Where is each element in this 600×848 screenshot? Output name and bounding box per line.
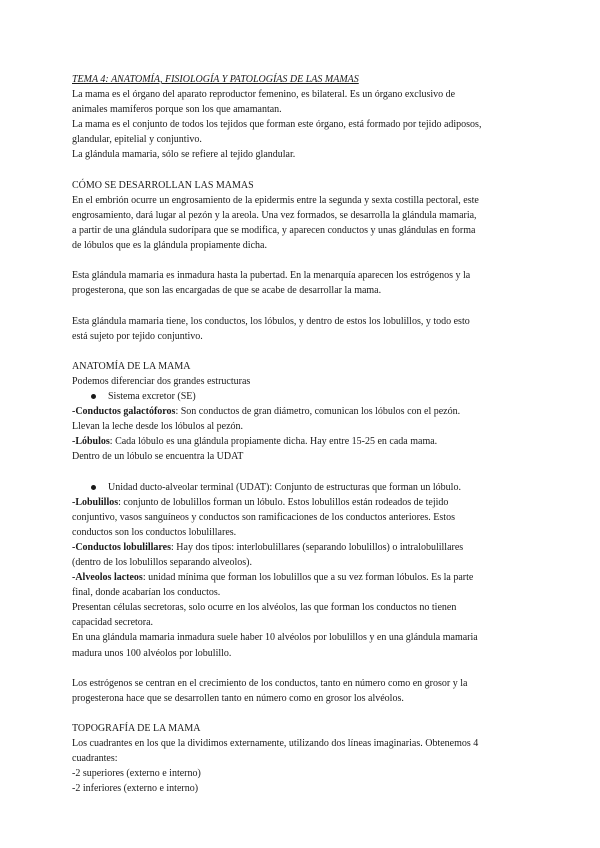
paragraph-line: La glándula mamaria, sólo se refiere al tejido glandular. [72, 149, 296, 161]
spacer [72, 253, 532, 268]
paragraph-line: -2 superiores (externo e interno) [72, 768, 201, 780]
definition-text: : conjunto de lobulillos forman un lóbulo. Estos lobulillos están rodeados de tejido [118, 496, 449, 508]
list-item-text: Unidad ducto-alveolar terminal (UDAT): Conjunto de estructuras que forman un lóbulo. [108, 481, 461, 493]
paragraph-line: Llevan la leche desde los lóbulos al pezón. [72, 421, 244, 433]
bullet-icon [91, 394, 96, 399]
section-heading: TOPOGRAFÍA DE LA MAMA [72, 723, 201, 735]
definition-line [72, 495, 532, 510]
bullet-icon [91, 485, 96, 490]
term: -Conductos galactóforos [72, 406, 176, 418]
definition-text: : Cada lóbulo es una glándula propiamente dicha. Hay entre 15-25 en cada mama. [109, 436, 438, 448]
paragraph-line: En el embrión ocurre un engrosamiento de la epidermis entre la segunda y sexta costilla pectoral, este [72, 194, 479, 206]
paragraph-line: Dentro de un lóbulo se encuentra la UDAT [72, 451, 244, 463]
paragraph-line: La mama es el conjunto de todos los tejidos que forman este órgano, está formado por tejido adiposos, [72, 119, 482, 131]
spacer [72, 298, 532, 313]
section-heading: ANATOMÍA DE LA MAMA [72, 360, 191, 372]
paragraph-line: madura unos 100 alvéolos por lobulillo. [72, 647, 232, 659]
paragraph-line: capacidad secretora. [72, 617, 154, 629]
paragraph-line: Los cuadrantes en los que la dividimos externamente, utilizando dos líneas imaginarias. Obtenemos 4 [72, 738, 479, 750]
term: -Alveolos lacteos [72, 572, 143, 584]
list-item [72, 480, 532, 495]
paragraph-line: Presentan células secretoras, solo ocurre en los alvéolos, las que forman los conductos no tienen [72, 602, 457, 614]
paragraph-line: de lóbulos que es la glándula propiamente dicha. [72, 240, 267, 252]
paragraph-line: Los estrógenos se centran en el crecimiento de los conductos, tanto en número como en grosor y la [72, 677, 468, 689]
term: -Lóbulos [72, 436, 110, 448]
definition-line [72, 540, 532, 555]
paragraph-line: cuadrantes: [72, 753, 118, 765]
paragraph-line: En una glándula mamaria inmadura suele haber 10 alvéolos por lobulillos y en una glándula mamaria [72, 632, 478, 644]
paragraph-line: final, donde acabarían los conductos. [72, 587, 221, 599]
page-title: TEMA 4: ANATOMÍA, FISIOLOGÍA Y PATOLOGÍAS DE LAS MAMAS [72, 74, 359, 85]
paragraph-line: (dentro de los lobulillos separando alveolos). [72, 557, 252, 568]
paragraph-line: conductos son los conductos lobulillares. [72, 526, 237, 538]
spacer [72, 163, 532, 178]
spacer [72, 464, 532, 479]
paragraph-line: glandular, epitelial y conjuntivo. [72, 134, 202, 146]
term: -Conductos lobulillares [72, 541, 171, 553]
paragraph-line: engrosamiento, dará lugar al pezón y la areola. Una vez formados, se desarrolla la glándula mamaria, [72, 209, 477, 221]
spacer [72, 661, 532, 676]
definition-line [72, 434, 532, 449]
paragraph-line: Esta glándula mamaria es inmadura hasta la pubertad. En la menarquía aparecen los estrógenos y la [72, 270, 471, 282]
list-item [72, 389, 532, 404]
section-heading: CÓMO SE DESARROLLAN LAS MAMAS [72, 179, 254, 191]
paragraph-line: progesterona hace que se desarrollen tanto en número como en grosor los alvéolos. [72, 692, 404, 704]
definition-line [72, 570, 532, 585]
term: -Lobulillos [72, 496, 119, 508]
list-item-text: Sistema excretor (SE) [108, 390, 196, 402]
spacer [72, 344, 532, 359]
paragraph-line: -2 inferiores (externo e interno) [72, 783, 199, 795]
paragraph-line: a partir de una glándula sudorípara que se modifica, y aparecen conductos y unas glándulas en forma [72, 224, 476, 236]
definition-line [72, 404, 532, 419]
paragraph-line: está sujeto por tejido conjuntivo. [72, 330, 203, 342]
document-page [72, 72, 532, 797]
paragraph-line: animales mamíferos porque son los que amamantan. [72, 104, 282, 116]
definition-text: : Son conductos de gran diámetro, comunican los lóbulos con el pezón. [175, 406, 461, 418]
paragraph-line: Podemos diferenciar dos grandes estructuras [72, 375, 251, 387]
definition-text: : Hay dos tipos: interlobulillares (separando lobulillos) o intralobulillares [171, 541, 464, 553]
paragraph-line: Esta glándula mamaria tiene, los conductos, los lóbulos, y dentro de estos los lobulillos, y todo esto [72, 315, 470, 327]
paragraph-line: conjuntivo, vasos sanguíneos y conductos son ramificaciones de los conductos anteriores. Estos [72, 511, 455, 523]
spacer [72, 706, 532, 721]
definition-text: : unidad mínima que forman los lobulillos que a su vez forman lóbulos. Es la parte [142, 572, 474, 584]
paragraph-line: progesterona, que son las encargadas de que se acabe de desarrollar la mama. [72, 285, 382, 297]
paragraph-line: La mama es el órgano del aparato reproductor femenino, es bilateral. Es un órgano exclusivo de [72, 89, 456, 101]
